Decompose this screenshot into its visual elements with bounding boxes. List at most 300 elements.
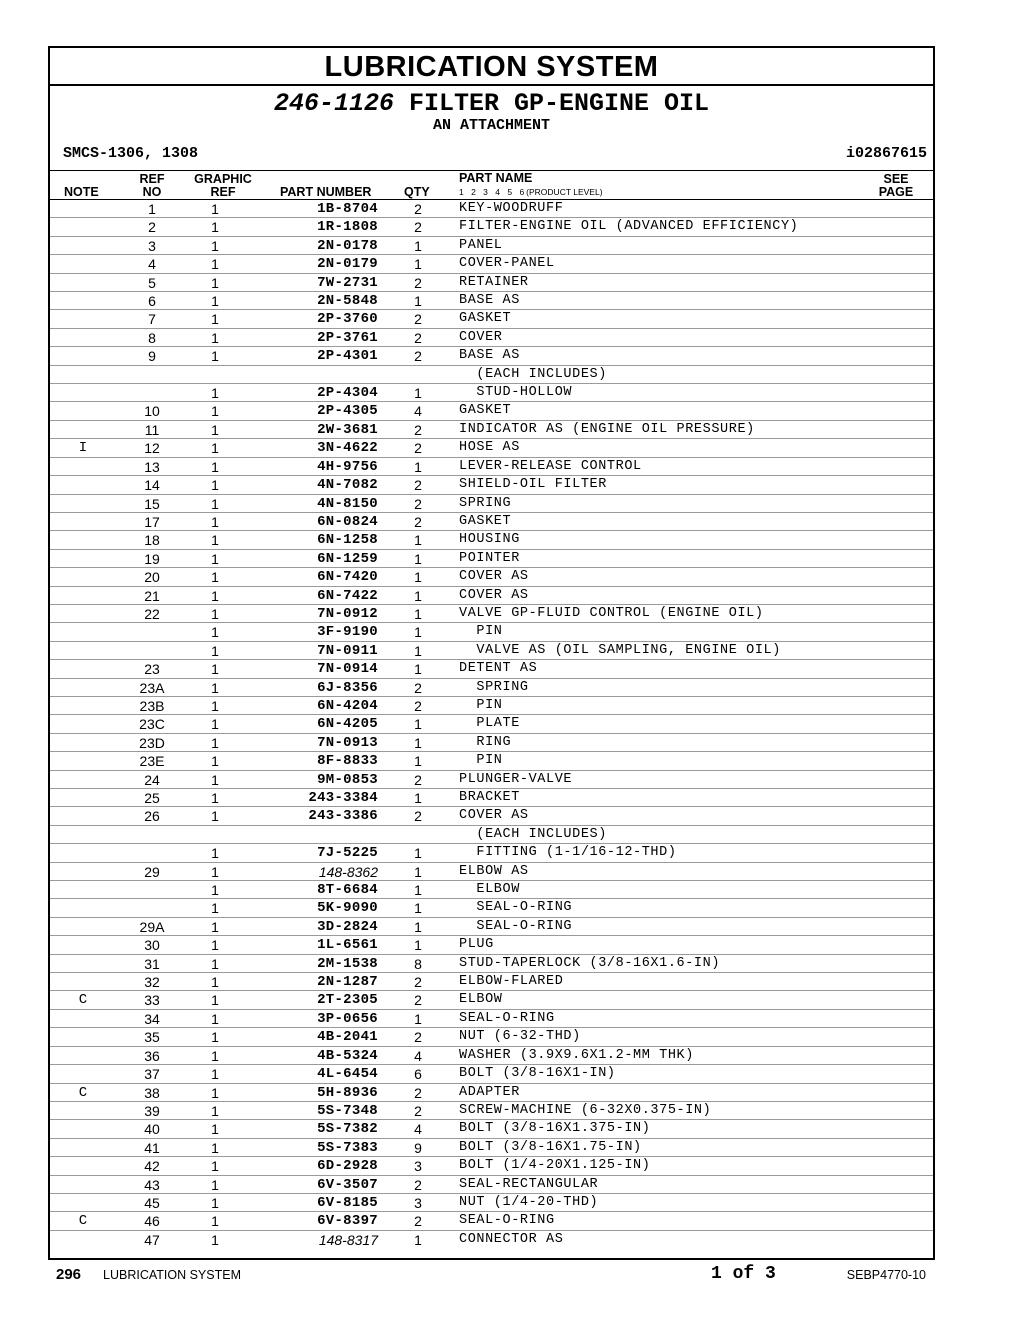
table-row: [50, 218, 933, 236]
part-number-cell: 7J-5225: [317, 845, 378, 862]
graphic-ref-cell: 1: [211, 918, 219, 935]
part-number-cell: 8T-6684: [317, 882, 378, 899]
table-row: [50, 715, 933, 733]
note-cell: C: [78, 1084, 88, 1101]
table-row: [50, 255, 933, 273]
part-number-cell: 3P-0656: [317, 1010, 378, 1027]
qty-cell: 2: [414, 421, 422, 438]
table-row: [50, 881, 933, 899]
part-number-cell: 6J-8356: [317, 679, 378, 696]
part-number-cell: 4B-2041: [317, 1029, 378, 1046]
qty-cell: 1: [414, 863, 422, 880]
qty-cell: 1: [414, 587, 422, 604]
ref-no-cell: 17: [144, 513, 160, 530]
qty-cell: 1: [414, 385, 422, 402]
qty-cell: 9: [414, 1139, 422, 1156]
qty-cell: 1: [414, 918, 422, 935]
col-graphic-ref-line2: REF: [210, 185, 236, 199]
graphic-ref-cell: 1: [211, 992, 219, 1009]
graphic-ref-cell: 1: [211, 1158, 219, 1175]
part-name-cell: (EACH INCLUDES): [459, 826, 607, 842]
ref-no-cell: 23A: [139, 679, 165, 696]
graphic-ref-cell: 1: [211, 900, 219, 917]
graphic-ref-cell: 1: [211, 1213, 219, 1230]
graphic-ref-cell: 1: [211, 753, 219, 770]
table-row: [50, 384, 933, 402]
part-name-cell: SEAL-O-RING: [459, 1213, 555, 1229]
part-number-cell: 148-8317: [318, 1231, 378, 1248]
graphic-ref-cell: 1: [211, 440, 219, 457]
part-number-cell: 3D-2824: [317, 918, 378, 935]
qty-cell: 1: [414, 937, 422, 954]
graphic-ref-cell: 1: [211, 1121, 219, 1138]
part-name-cell: LEVER-RELEASE CONTROL: [459, 458, 642, 474]
part-name-cell: ELBOW-FLARED: [459, 974, 564, 990]
graphic-ref-cell: 1: [211, 1231, 219, 1248]
product-levels: [459, 187, 603, 197]
graphic-ref-cell: 1: [211, 421, 219, 438]
part-name-cell: RETAINER: [459, 274, 529, 290]
ref-no-cell: 37: [144, 1066, 160, 1083]
qty-cell: 1: [414, 532, 422, 549]
part-number-cell: 7N-0913: [317, 734, 378, 751]
table-row: [50, 863, 933, 881]
qty-cell: 1: [414, 882, 422, 899]
graphic-ref-cell: 1: [211, 808, 219, 825]
ref-no-cell: 10: [144, 403, 160, 420]
part-name-cell: SPRING: [459, 679, 529, 695]
part-number-cell: 6N-7420: [317, 569, 378, 586]
part-number-cell: 6V-8397: [317, 1213, 378, 1230]
table-row: [50, 329, 933, 347]
ref-no-cell: 23: [144, 661, 160, 678]
table-row: [50, 292, 933, 310]
part-number-cell: 5K-9090: [317, 900, 378, 917]
qty-cell: 1: [414, 753, 422, 770]
table-row: [50, 1028, 933, 1046]
table-row: [50, 752, 933, 770]
graphic-ref-cell: 1: [211, 495, 219, 512]
part-name-cell: COVER-PANEL: [459, 256, 555, 272]
table-row: [50, 1157, 933, 1175]
graphic-ref-cell: 1: [211, 329, 219, 346]
part-number-cell: 2P-3760: [317, 311, 378, 328]
ref-no-cell: 18: [144, 532, 160, 549]
ref-no-cell: 9: [148, 348, 156, 365]
part-name-cell: INDICATOR AS (ENGINE OIL PRESSURE): [459, 421, 755, 437]
table-row: [50, 697, 933, 715]
graphic-ref-cell: 1: [211, 955, 219, 972]
table-row: [50, 439, 933, 457]
table-row: [50, 200, 933, 218]
part-number-cell: 7N-0911: [317, 642, 378, 659]
part-name-cell: BOLT (3/8-16X1.75-IN): [459, 1139, 642, 1155]
part-number-cell: 5H-8936: [317, 1084, 378, 1101]
qty-cell: 2: [414, 274, 422, 291]
qty-cell: 3: [414, 1158, 422, 1175]
table-row: [50, 274, 933, 292]
part-number-cell: 4N-8150: [317, 495, 378, 512]
part-number-cell: 5S-7383: [317, 1139, 378, 1156]
table-row: [50, 476, 933, 494]
qty-cell: 2: [414, 440, 422, 457]
ref-no-cell: 36: [144, 1047, 160, 1064]
qty-cell: 2: [414, 1084, 422, 1101]
qty-cell: 2: [414, 513, 422, 530]
graphic-ref-cell: 1: [211, 661, 219, 678]
col-ref-no-line2: NO: [142, 185, 162, 199]
col-part-number: PART NUMBER: [280, 185, 372, 199]
table-row: [50, 310, 933, 328]
ref-no-cell: 23C: [139, 716, 165, 733]
ref-no-cell: 29A: [139, 918, 165, 935]
ref-no-cell: 43: [144, 1176, 160, 1193]
graphic-ref-cell: 1: [211, 1084, 219, 1101]
table-row: [50, 1194, 933, 1212]
group-header: [50, 86, 933, 142]
ref-no-cell: 20: [144, 569, 160, 586]
part-name-cell: PIN: [459, 697, 503, 713]
part-number-cell: 2P-4305: [317, 403, 378, 420]
part-name-cell: GASKET: [459, 513, 512, 529]
ref-no-cell: 42: [144, 1158, 160, 1175]
part-name-cell: HOUSING: [459, 532, 520, 548]
qty-cell: 1: [414, 237, 422, 254]
table-row: [50, 660, 933, 678]
page-of: 1 of 3: [711, 1264, 776, 1284]
graphic-ref-cell: 1: [211, 532, 219, 549]
part-number-cell: 4B-5324: [317, 1047, 378, 1064]
part-name-cell: VALVE GP-FLUID CONTROL (ENGINE OIL): [459, 605, 764, 621]
table-row: [50, 623, 933, 641]
part-number-cell: 7N-0914: [317, 661, 378, 678]
doc-id: SEBP4770-10: [846, 1268, 926, 1282]
part-number-cell: 2N-0179: [317, 256, 378, 273]
graphic-ref-cell: 1: [211, 624, 219, 641]
table-row: [50, 568, 933, 586]
table-row: [50, 531, 933, 549]
ref-no-cell: 40: [144, 1121, 160, 1138]
ref-no-cell: 19: [144, 550, 160, 567]
part-name-cell: HOSE AS: [459, 440, 520, 456]
table-row: [50, 605, 933, 623]
smcs-row: [50, 142, 933, 171]
ref-no-cell: 15: [144, 495, 160, 512]
parts-table-body: [50, 200, 933, 1249]
ref-no-cell: 41: [144, 1139, 160, 1156]
graphic-ref-cell: 1: [211, 513, 219, 530]
ref-no-cell: 22: [144, 605, 160, 622]
qty-cell: 2: [414, 477, 422, 494]
ref-no-cell: 29: [144, 863, 160, 880]
table-row: [50, 237, 933, 255]
qty-cell: 1: [414, 845, 422, 862]
part-name-cell: POINTER: [459, 550, 520, 566]
part-name-cell: BASE AS: [459, 348, 520, 364]
graphic-ref-cell: 1: [211, 1139, 219, 1156]
part-name-cell: BOLT (3/8-16X1.375-IN): [459, 1121, 651, 1137]
qty-cell: 1: [414, 550, 422, 567]
qty-cell: 2: [414, 771, 422, 788]
part-name-cell: BOLT (1/4-20X1.125-IN): [459, 1158, 651, 1174]
part-name-cell: SEAL-RECTANGULAR: [459, 1176, 599, 1192]
part-number-cell: 6D-2928: [317, 1158, 378, 1175]
ref-no-cell: 31: [144, 955, 160, 972]
qty-cell: 2: [414, 1213, 422, 1230]
ref-no-cell: 1: [148, 201, 156, 217]
table-row: [50, 1102, 933, 1120]
group-title: [50, 86, 933, 118]
table-row: [50, 366, 933, 384]
ref-no-cell: 2: [148, 219, 156, 236]
group-name: FILTER GP-ENGINE OIL: [408, 89, 710, 118]
col-qty: QTY: [404, 185, 430, 199]
ref-no-cell: 26: [144, 808, 160, 825]
part-number-cell: 9M-0853: [317, 771, 378, 788]
graphic-ref-cell: 1: [211, 403, 219, 420]
part-number-cell: 2T-2305: [317, 992, 378, 1009]
part-number-cell: 2M-1538: [317, 955, 378, 972]
note-cell: C: [78, 992, 88, 1009]
qty-cell: 1: [414, 293, 422, 310]
graphic-ref-cell: 1: [211, 863, 219, 880]
part-number-cell: 2P-4301: [317, 348, 378, 365]
qty-cell: 6: [414, 1066, 422, 1083]
graphic-ref-cell: 1: [211, 201, 219, 217]
graphic-ref-cell: 1: [211, 587, 219, 604]
ref-no-cell: 8: [148, 329, 156, 346]
qty-cell: 2: [414, 808, 422, 825]
ref-no-cell: 23B: [139, 697, 165, 714]
ref-no-cell: 30: [144, 937, 160, 954]
part-name-cell: NUT (1/4-20-THD): [459, 1194, 599, 1210]
graphic-ref-cell: 1: [211, 1066, 219, 1083]
table-row: [50, 918, 933, 936]
part-name-cell: COVER AS: [459, 569, 529, 585]
qty-cell: 2: [414, 329, 422, 346]
part-number-cell: 6N-4205: [317, 716, 378, 733]
ref-no-cell: 11: [144, 421, 160, 438]
part-name-cell: SEAL-O-RING: [459, 900, 573, 916]
graphic-ref-cell: 1: [211, 771, 219, 788]
part-number-cell: 1R-1808: [317, 219, 378, 236]
table-row: [50, 973, 933, 991]
part-number-cell: 4L-6454: [317, 1066, 378, 1083]
ref-no-cell: 7: [148, 311, 156, 328]
table-row: [50, 899, 933, 917]
graphic-ref-cell: 1: [211, 937, 219, 954]
qty-cell: 1: [414, 569, 422, 586]
ref-no-cell: 3: [148, 237, 156, 254]
graphic-ref-cell: 1: [211, 219, 219, 236]
graphic-ref-cell: 1: [211, 274, 219, 291]
part-number-cell: 5S-7348: [317, 1102, 378, 1119]
ref-no-cell: 46: [144, 1213, 160, 1230]
table-row: [50, 1047, 933, 1065]
part-name-cell: PANEL: [459, 237, 503, 253]
graphic-ref-cell: 1: [211, 1194, 219, 1211]
ref-no-cell: 39: [144, 1102, 160, 1119]
graphic-ref-cell: 1: [211, 550, 219, 567]
product-level-label: (PRODUCT LEVEL): [526, 187, 603, 197]
ref-no-cell: 23D: [139, 734, 165, 751]
part-number-cell: 7N-0912: [317, 605, 378, 622]
part-number-cell: 4H-9756: [317, 458, 378, 475]
part-name-cell: PLUG: [459, 937, 494, 953]
footer-section: LUBRICATION SYSTEM: [103, 1268, 241, 1282]
part-number-cell: 1L-6561: [317, 937, 378, 954]
part-name-cell: VALVE AS (OIL SAMPLING, ENGINE OIL): [459, 642, 781, 658]
part-name-cell: PLUNGER-VALVE: [459, 771, 573, 787]
part-number-cell: 6V-8185: [317, 1194, 378, 1211]
ref-no-cell: 6: [148, 293, 156, 310]
graphic-ref-cell: 1: [211, 256, 219, 273]
table-row: [50, 513, 933, 531]
table-row: [50, 1139, 933, 1157]
graphic-ref-cell: 1: [211, 1102, 219, 1119]
graphic-ref-cell: 1: [211, 697, 219, 714]
qty-cell: 1: [414, 790, 422, 806]
table-row: [50, 587, 933, 605]
graphic-ref-cell: 1: [211, 569, 219, 586]
graphic-ref-cell: 1: [211, 605, 219, 622]
qty-cell: 2: [414, 1176, 422, 1193]
part-number-cell: 6N-1259: [317, 550, 378, 567]
graphic-ref-cell: 1: [211, 642, 219, 659]
note-cell: C: [78, 1213, 88, 1230]
part-name-cell: SHIELD-OIL FILTER: [459, 477, 607, 493]
qty-cell: 4: [414, 1121, 422, 1138]
qty-cell: 2: [414, 697, 422, 714]
table-row: [50, 1176, 933, 1194]
ref-no-cell: 34: [144, 1010, 160, 1027]
part-name-cell: SEAL-O-RING: [459, 918, 573, 934]
qty-cell: 1: [414, 256, 422, 273]
graphic-ref-cell: 1: [211, 974, 219, 991]
table-row: [50, 550, 933, 568]
qty-cell: 2: [414, 219, 422, 236]
qty-cell: 3: [414, 1194, 422, 1211]
part-name-cell: SPRING: [459, 495, 512, 511]
graphic-ref-cell: 1: [211, 385, 219, 402]
qty-cell: 4: [414, 403, 422, 420]
table-row: [50, 771, 933, 789]
part-name-cell: STUD-HOLLOW: [459, 385, 573, 401]
part-number-cell: 7W-2731: [317, 274, 378, 291]
part-name-cell: BOLT (3/8-16X1-IN): [459, 1066, 616, 1082]
product-level-numbers: 1 2 3 4 5 6: [459, 187, 525, 197]
col-graphic-ref-line1: GRAPHIC: [194, 172, 252, 186]
part-name-cell: WASHER (3.9X9.6X1.2-MM THK): [459, 1047, 694, 1063]
parts-list-frame: [48, 46, 935, 1260]
part-name-cell: PIN: [459, 624, 503, 640]
col-see-page-line1: SEE: [883, 172, 909, 186]
part-number-cell: 148-8362: [318, 863, 378, 880]
part-name-cell: DETENT AS: [459, 661, 538, 677]
table-row: [50, 789, 933, 807]
ref-no-cell: 21: [144, 587, 160, 604]
part-name-cell: PLATE: [459, 716, 520, 732]
ref-no-cell: 13: [144, 458, 160, 475]
attachment-label: AN ATTACHMENT: [432, 117, 551, 134]
table-row: [50, 1010, 933, 1028]
column-header-row: [50, 171, 933, 200]
part-name-cell: ELBOW: [459, 882, 520, 898]
table-row: [50, 936, 933, 954]
graphic-ref-cell: 1: [211, 1010, 219, 1027]
part-name-cell: ELBOW AS: [459, 863, 529, 879]
table-row: [50, 347, 933, 365]
table-row: [50, 955, 933, 973]
part-name-cell: PIN: [459, 753, 503, 769]
table-row: [50, 495, 933, 513]
table-row: [50, 679, 933, 697]
qty-cell: 2: [414, 1029, 422, 1046]
graphic-ref-cell: 1: [211, 679, 219, 696]
ref-no-cell: 32: [144, 974, 160, 991]
graphic-ref-cell: 1: [211, 845, 219, 862]
part-name-cell: RING: [459, 734, 512, 750]
part-name-cell: SEAL-O-RING: [459, 1010, 555, 1026]
part-name-cell: COVER AS: [459, 808, 529, 824]
qty-cell: 1: [414, 1231, 422, 1248]
col-note: NOTE: [64, 185, 99, 199]
ref-no-cell: 24: [144, 771, 160, 788]
table-row: [50, 402, 933, 420]
graphic-ref-cell: 1: [211, 1047, 219, 1064]
graphic-ref-cell: 1: [211, 293, 219, 310]
qty-cell: 1: [414, 624, 422, 641]
table-row: [50, 1231, 933, 1249]
ref-no-cell: 23E: [139, 753, 165, 770]
table-row: [50, 734, 933, 752]
table-row: [50, 421, 933, 439]
part-number-cell: 6V-3507: [317, 1176, 378, 1193]
group-part-number: 246-1126: [273, 89, 394, 118]
ref-no-cell: 47: [144, 1231, 160, 1248]
table-row: [50, 1120, 933, 1138]
part-number-cell: 3N-4622: [317, 440, 378, 457]
part-number-cell: 6N-7422: [317, 587, 378, 604]
qty-cell: 1: [414, 1010, 422, 1027]
graphic-ref-cell: 1: [211, 311, 219, 328]
part-name-cell: BASE AS: [459, 293, 520, 309]
part-name-cell: SCREW-MACHINE (6-32X0.375-IN): [459, 1102, 712, 1118]
qty-cell: 1: [414, 661, 422, 678]
part-number-cell: 2N-5848: [317, 293, 378, 310]
graphic-ref-cell: 1: [211, 1029, 219, 1046]
ref-no-cell: 12: [144, 440, 160, 457]
qty-cell: 2: [414, 974, 422, 991]
qty-cell: 1: [414, 642, 422, 659]
part-number-cell: 3F-9190: [317, 624, 378, 641]
table-row: [50, 1065, 933, 1083]
qty-cell: 2: [414, 679, 422, 696]
page-number: 296: [56, 1266, 82, 1283]
table-row: [50, 1212, 933, 1230]
graphic-ref-cell: 1: [211, 790, 219, 806]
part-name-cell: GASKET: [459, 403, 512, 419]
table-row: [50, 991, 933, 1009]
part-name-cell: KEY-WOODRUFF: [459, 201, 564, 216]
graphic-ref-cell: 1: [211, 348, 219, 365]
graphic-ref-cell: 1: [211, 734, 219, 751]
part-number-cell: 6N-1258: [317, 532, 378, 549]
table-row: [50, 642, 933, 660]
part-name-cell: GASKET: [459, 311, 512, 327]
col-part-name: PART NAME: [459, 171, 533, 185]
qty-cell: 2: [414, 495, 422, 512]
